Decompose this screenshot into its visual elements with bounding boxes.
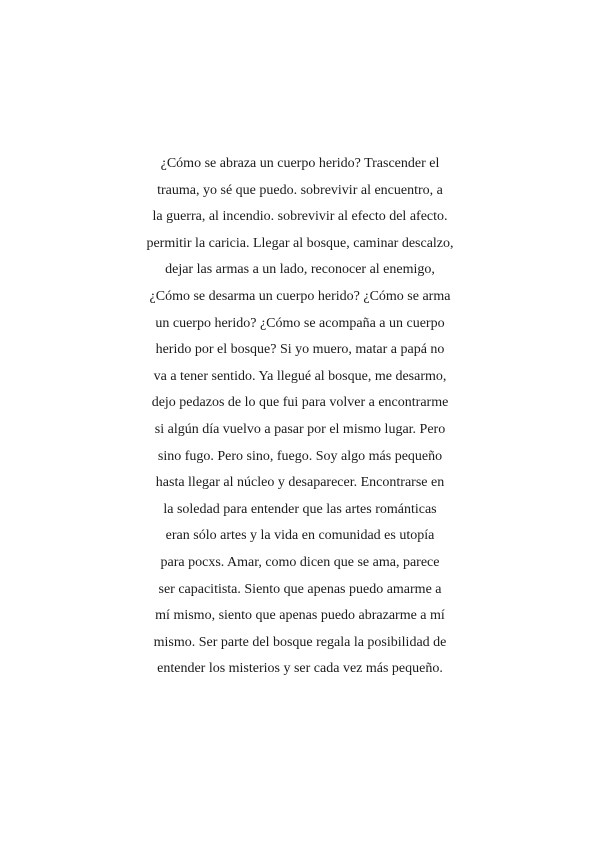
text-line: la soledad para entender que las artes románticas [163,501,437,517]
text-line: eran sólo artes y la vida en comunidad es utopía [165,528,435,544]
text-line: herido por el bosque? Si yo muero, matar a papá no [155,342,445,358]
text-line: trauma, yo sé que puedo. sobrevivir al encuentro, a [157,182,443,198]
text-line: permitir la caricia. Llegar al bosque, caminar descalzo, [146,235,454,251]
text-line: mí mismo, siento que apenas puedo abrazarme a mí [155,608,445,624]
text-line: un cuerpo herido? ¿Cómo se acompaña a un cuerpo [155,315,445,331]
poem-text-block [0,151,600,683]
text-line: mismo. Ser parte del bosque regala la posibilidad de [153,634,447,650]
text-line: dejar las armas a un lado, reconocer al enemigo, [165,262,435,278]
text-line: ser capacitista. Siento que apenas puedo amarme a [158,581,442,597]
text-line: si algún día vuelvo a pasar por el mismo lugar. Pero [154,421,446,437]
text-line: la guerra, al incendio. sobrevivir al efecto del afecto. [152,209,448,225]
text-line: ¿Cómo se abraza un cuerpo herido? Trascender el [160,156,440,171]
text-line: hasta llegar al núcleo y desaparecer. Encontrarse en [155,475,445,491]
text-line: para pocxs. Amar, como dicen que se ama, parece [160,554,440,570]
text-line: va a tener sentido. Ya llegué al bosque, me desarmo, [153,368,447,384]
text-line: dejo pedazos de lo que fui para volver a encontrarme [151,395,449,411]
text-line: sino fugo. Pero sino, fuego. Soy algo más pequeño [157,448,443,464]
text-line: ¿Cómo se desarma un cuerpo herido? ¿Cómo se arma [149,288,451,304]
text-line: entender los misterios y ser cada vez más pequeño. [157,661,443,677]
